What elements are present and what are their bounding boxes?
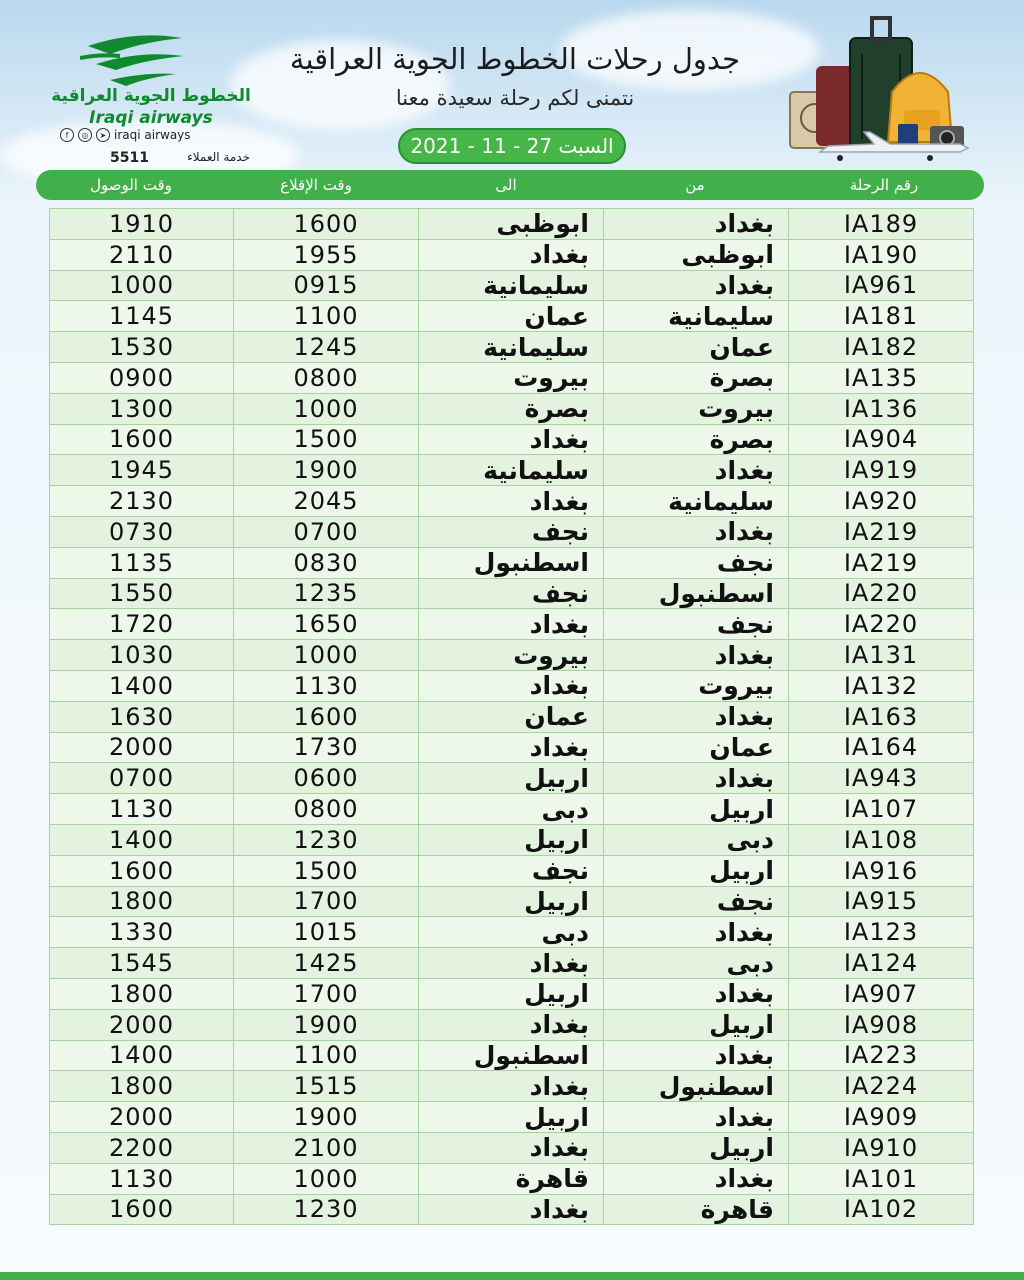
table-row [50,1194,974,1225]
departure-time-cell: 1230 [234,1194,419,1225]
departure-time-cell: 1015 [234,917,419,948]
table-row [50,886,974,917]
table-row [50,516,974,547]
arrival-time-cell: 1720 [50,609,234,640]
arrival-time-cell: 0900 [50,362,234,393]
arrival-time-cell: 1300 [50,393,234,424]
arrival-time-cell: 2110 [50,239,234,270]
departure-time-cell: 1955 [234,239,419,270]
table-row [50,978,974,1009]
brand-name-english: Iraqi airways [89,108,213,128]
service-number: 5511 [110,150,149,166]
departure-time-cell: 1100 [234,301,419,332]
arrival-time-cell: 1030 [50,640,234,671]
arrival-time-cell: 1910 [50,209,234,240]
flight-number-cell: IA131 [789,640,974,671]
destination-cell: بيروت [419,640,604,671]
origin-cell: بغداد [604,1040,789,1071]
departure-time-cell: 1900 [234,1009,419,1040]
table-row [50,1009,974,1040]
flight-number-cell: IA135 [789,362,974,393]
table-row [50,609,974,640]
origin-cell: دبى [604,948,789,979]
origin-cell: بغداد [604,978,789,1009]
arrival-time-cell: 1800 [50,886,234,917]
table-row [50,917,974,948]
origin-cell: بغداد [604,455,789,486]
customer-service [110,150,250,166]
departure-time-cell: 1500 [234,424,419,455]
arrival-time-cell: 1550 [50,578,234,609]
destination-cell: نجف [419,855,604,886]
flight-number-cell: IA136 [789,393,974,424]
arrival-time-cell: 0730 [50,516,234,547]
arrival-time-cell: 1145 [50,301,234,332]
table-row [50,455,974,486]
arrival-time-cell: 2130 [50,486,234,517]
destination-cell: بغداد [419,1071,604,1102]
telegram-icon[interactable]: ➤ [96,128,110,142]
table-row [50,332,974,363]
origin-cell: بغداد [604,701,789,732]
table-row [50,486,974,517]
column-header-flight-no: رقم الرحلة [849,176,919,194]
destination-cell: بغداد [419,1009,604,1040]
departure-time-cell: 1130 [234,670,419,701]
origin-cell: نجف [604,609,789,640]
flight-number-cell: IA123 [789,917,974,948]
facebook-icon[interactable]: f [60,128,74,142]
destination-cell: اربيل [419,824,604,855]
flight-number-cell: IA916 [789,855,974,886]
flight-number-cell: IA920 [789,486,974,517]
arrival-time-cell: 1130 [50,794,234,825]
destination-cell: دبى [419,917,604,948]
table-row [50,301,974,332]
flight-number-cell: IA108 [789,824,974,855]
destination-cell: اربيل [419,1102,604,1133]
origin-cell: بغداد [604,640,789,671]
origin-cell: نجف [604,547,789,578]
table-row [50,732,974,763]
arrival-time-cell: 1530 [50,332,234,363]
table-row [50,640,974,671]
table-row [50,763,974,794]
origin-cell: بغداد [604,1163,789,1194]
arrival-time-cell: 1400 [50,670,234,701]
departure-time-cell: 0800 [234,362,419,393]
flight-number-cell: IA190 [789,239,974,270]
flight-number-cell: IA124 [789,948,974,979]
origin-cell: اسطنبول [604,578,789,609]
arrival-time-cell: 2000 [50,732,234,763]
departure-time-cell: 1000 [234,393,419,424]
origin-cell: سليمانية [604,486,789,517]
destination-cell: بغداد [419,239,604,270]
departure-time-cell: 1100 [234,1040,419,1071]
destination-cell: بغداد [419,424,604,455]
origin-cell: نجف [604,886,789,917]
destination-cell: اسطنبول [419,1040,604,1071]
arrival-time-cell: 0700 [50,763,234,794]
flight-number-cell: IA182 [789,332,974,363]
departure-time-cell: 0830 [234,547,419,578]
table-header-bar [36,170,984,200]
flight-number-cell: IA163 [789,701,974,732]
flight-number-cell: IA102 [789,1194,974,1225]
destination-cell: اربيل [419,763,604,794]
flight-number-cell: IA915 [789,886,974,917]
destination-cell: بغداد [419,732,604,763]
departure-time-cell: 2045 [234,486,419,517]
flight-number-cell: IA189 [789,209,974,240]
arrival-time-cell: 1000 [50,270,234,301]
destination-cell: بصرة [419,393,604,424]
origin-cell: بغداد [604,917,789,948]
arrival-time-cell: 1945 [50,455,234,486]
origin-cell: بغداد [604,209,789,240]
page-subtitle: نتمنى لكم رحلة سعيدة معنا [395,86,635,110]
origin-cell: بيروت [604,393,789,424]
origin-cell: قاهرة [604,1194,789,1225]
table-row [50,1102,974,1133]
table-row [50,239,974,270]
flight-number-cell: IA219 [789,547,974,578]
departure-time-cell: 1700 [234,978,419,1009]
departure-time-cell: 1900 [234,455,419,486]
destination-cell: عمان [419,301,604,332]
origin-cell: اربيل [604,855,789,886]
flight-number-cell: IA224 [789,1071,974,1102]
origin-cell: عمان [604,732,789,763]
flight-number-cell: IA943 [789,763,974,794]
flight-number-cell: IA910 [789,1132,974,1163]
arrival-time-cell: 1400 [50,824,234,855]
flight-number-cell: IA181 [789,301,974,332]
departure-time-cell: 1730 [234,732,419,763]
destination-cell: قاهرة [419,1163,604,1194]
destination-cell: بغداد [419,1194,604,1225]
flight-number-cell: IA107 [789,794,974,825]
arrival-time-cell: 1800 [50,978,234,1009]
arrival-time-cell: 1600 [50,424,234,455]
departure-time-cell: 1235 [234,578,419,609]
departure-time-cell: 0600 [234,763,419,794]
arrival-time-cell: 1800 [50,1071,234,1102]
table-row [50,1071,974,1102]
flight-schedule-body [50,209,974,1225]
destination-cell: بغداد [419,609,604,640]
origin-cell: بصرة [604,424,789,455]
arrival-time-cell: 1330 [50,917,234,948]
destination-cell: سليمانية [419,332,604,363]
destination-cell: بغداد [419,948,604,979]
departure-time-cell: 1900 [234,1102,419,1133]
departure-time-cell: 1245 [234,332,419,363]
destination-cell: اربيل [419,978,604,1009]
departure-time-cell: 1500 [234,855,419,886]
destination-cell: نجف [419,516,604,547]
arrival-time-cell: 1130 [50,1163,234,1194]
destination-cell: بغداد [419,670,604,701]
instagram-icon[interactable]: ◎ [78,128,92,142]
table-row [50,670,974,701]
departure-time-cell: 1650 [234,609,419,640]
service-label: خدمة العملاء [187,150,250,164]
arrival-time-cell: 1600 [50,1194,234,1225]
table-row [50,578,974,609]
table-row [50,547,974,578]
arrival-time-cell: 1545 [50,948,234,979]
destination-cell: دبى [419,794,604,825]
origin-cell: عمان [604,332,789,363]
table-row [50,948,974,979]
table-row [50,362,974,393]
origin-cell: بغداد [604,763,789,794]
destination-cell: سليمانية [419,455,604,486]
destination-cell: بغداد [419,486,604,517]
departure-time-cell: 1425 [234,948,419,979]
brand-logo-block [40,28,251,178]
flight-number-cell: IA220 [789,609,974,640]
departure-time-cell: 1230 [234,824,419,855]
departure-time-cell: 1700 [234,886,419,917]
flight-number-cell: IA961 [789,270,974,301]
table-row [50,393,974,424]
arrival-time-cell: 1600 [50,855,234,886]
origin-cell: بغداد [604,270,789,301]
arrival-time-cell: 1630 [50,701,234,732]
column-header-arrival: وقت الوصول [90,176,172,194]
table-row [50,424,974,455]
flight-number-cell: IA904 [789,424,974,455]
origin-cell: اربيل [604,794,789,825]
destination-cell: سليمانية [419,270,604,301]
destination-cell: نجف [419,578,604,609]
origin-cell: بغداد [604,1102,789,1133]
bottom-accent-line [0,1272,1024,1280]
destination-cell: بيروت [419,362,604,393]
departure-time-cell: 1000 [234,1163,419,1194]
departure-time-cell: 2100 [234,1132,419,1163]
travel-luggage-illustration [780,14,980,164]
flight-number-cell: IA919 [789,455,974,486]
destination-cell: عمان [419,701,604,732]
arrival-time-cell: 2200 [50,1132,234,1163]
destination-cell: اربيل [419,886,604,917]
table-row [50,855,974,886]
arrival-time-cell: 2000 [50,1009,234,1040]
origin-cell: بيروت [604,670,789,701]
origin-cell: اسطنبول [604,1071,789,1102]
origin-cell: دبى [604,824,789,855]
schedule-date-badge: السبت 27 - 11 - 2021 [398,128,626,164]
iraqi-airways-bird-icon [80,28,190,92]
flight-number-cell: IA132 [789,670,974,701]
column-header-to: الى [495,176,517,194]
arrival-time-cell: 1135 [50,547,234,578]
table-row [50,701,974,732]
table-row [50,1132,974,1163]
origin-cell: بغداد [604,516,789,547]
column-header-from: من [685,176,705,194]
flight-number-cell: IA909 [789,1102,974,1133]
destination-cell: ابوظبى [419,209,604,240]
arrival-time-cell: 2000 [50,1102,234,1133]
flight-schedule-table [49,208,974,1225]
destination-cell: اسطنبول [419,547,604,578]
column-header-departure: وقت الإقلاع [280,176,352,194]
flight-number-cell: IA164 [789,732,974,763]
departure-time-cell: 1600 [234,701,419,732]
table-row [50,794,974,825]
departure-time-cell: 1600 [234,209,419,240]
page-title: جدول رحلات الخطوط الجوية العراقية [289,42,741,76]
arrival-time-cell: 1400 [50,1040,234,1071]
origin-cell: بصرة [604,362,789,393]
table-row [50,1040,974,1071]
social-links [60,128,191,142]
flight-number-cell: IA101 [789,1163,974,1194]
flight-number-cell: IA220 [789,578,974,609]
origin-cell: اربيل [604,1009,789,1040]
table-row [50,270,974,301]
table-row [50,1163,974,1194]
departure-time-cell: 0915 [234,270,419,301]
flight-number-cell: IA908 [789,1009,974,1040]
flight-number-cell: IA223 [789,1040,974,1071]
departure-time-cell: 0800 [234,794,419,825]
origin-cell: اربيل [604,1132,789,1163]
flight-number-cell: IA219 [789,516,974,547]
departure-time-cell: 1000 [234,640,419,671]
brand-name-arabic: الخطوط الجوية العراقية [51,86,251,106]
flight-number-cell: IA907 [789,978,974,1009]
table-row [50,824,974,855]
departure-time-cell: 1515 [234,1071,419,1102]
origin-cell: سليمانية [604,301,789,332]
destination-cell: بغداد [419,1132,604,1163]
social-handle: iraqi airways [114,128,191,142]
origin-cell: ابوظبى [604,239,789,270]
table-row [50,209,974,240]
departure-time-cell: 0700 [234,516,419,547]
